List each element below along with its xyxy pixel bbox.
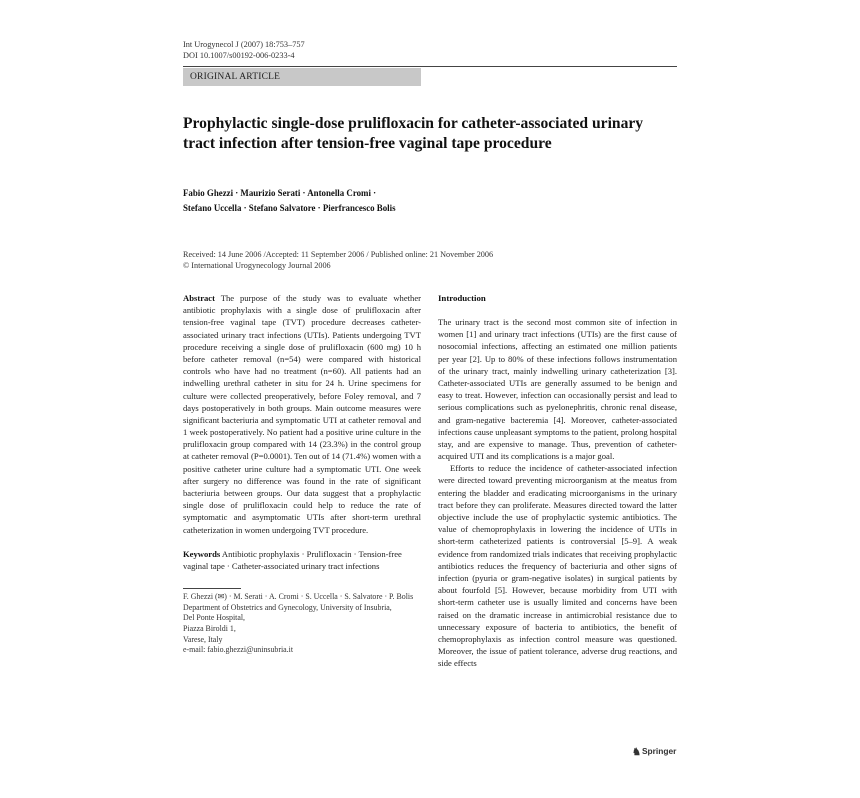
introduction-paragraph-2: Efforts to reduce the incidence of catheter-associated infection were directed toward preventing microorganism at the meatus from entering the bladder and eradicating microorganisms in the urinary tract before they can proliferate. Measures directed toward the latter objective include the use of prophylactic systemic antibiotics. The value of chemoprophylaxis in lowering the incidence of UTIs in short-term catheterized patients is controversial [5–9]. A weak evidence from randomized trials indicates that receiving prophylactic antibiotics reduces the frequency of bacteriuria and other signs of infection (pyuria or gram-negative isolates) in surgical patients by about fourfold [5]. However, because morbidity from UTI with short-term catheter use is usually limited and concerns have been raised on the dramatic increase in antimicrobial resistance due to unnecessary exposure of bacteria to antibiotics, the benefit of chemoprophylaxis as infection control measure was questioned. Moreover, the issue of patient tolerance, adverse drug reactions, and side effects <box>438 463 677 669</box>
footnote-rule <box>183 588 241 589</box>
keywords-text: Antibiotic prophylaxis · Prulifloxacin · Tension-free vaginal tape · Catheter-associated urinary tract infections <box>183 548 402 571</box>
publisher-name: Springer <box>641 746 677 756</box>
journal-header <box>183 39 305 61</box>
author-list <box>183 186 483 216</box>
footnote-city: Varese, Italy <box>183 634 223 644</box>
footnote-authors: F. Ghezzi (✉) · M. Serati · A. Cromi · S. Uccella · S. Salvatore · P. Bolis <box>183 592 414 602</box>
right-column <box>438 292 677 669</box>
journal-citation: Int Urogynecol J (2007) 18:753–757 <box>183 40 305 49</box>
abstract-label: Abstract <box>183 293 215 303</box>
left-column <box>183 292 421 656</box>
keywords-label: Keywords <box>183 548 221 559</box>
header-rule <box>183 66 677 67</box>
author-line-2: Stefano Uccella · Stefano Salvatore · Pierfrancesco Bolis <box>183 203 396 213</box>
copyright-line: © International Urogynecology Journal 2006 <box>183 260 331 270</box>
publisher-logo <box>632 746 676 758</box>
introduction-heading: Introduction <box>438 293 486 303</box>
doi: DOI 10.1007/s00192-006-0233-4 <box>183 51 295 60</box>
footnote-email[interactable]: e-mail: fabio.ghezzi@uninsubria.it <box>183 645 294 655</box>
springer-horse-icon: ♞ <box>632 747 641 758</box>
article-type-banner: ORIGINAL ARTICLE <box>183 68 421 86</box>
affiliation-footnote <box>183 592 421 656</box>
publication-dates <box>183 250 643 271</box>
footnote-hospital: Del Ponte Hospital, <box>183 613 246 623</box>
keywords <box>183 548 421 572</box>
abstract-text: The purpose of the study was to evaluate whether antibiotic prophylaxis with a single dose of prulifloxacin after tension-free vaginal tape (TVT) procedure decreases catheter-associated urinary tract infections (UTIs). Patients undergoing TVT procedure receiving a single dose of prulifloxacin (600 mg) 10 h before catheter removal (n=54) were compared with historical controls who have had no treatment (n=60). All patients had an indwelling urethral catheter in situ for 24 h. Urine specimens for culture were collected preoperatively, before Foley removal, and 7 days postoperatively in both groups. Main outcome measures were significant bacteriuria and symptomatic UTI at catheter removal and 1 week postoperatively. No patient had a positive urine culture in the prulifloxacin group compared with 14 (23.3%) in the control group at catheter removal (P=0.0001). Ten out of 14 (71.4%) women with a positive catheter urine culture had a symptomatic UTI. One week after surgery no difference was found in the rate of significant bacteriuria between groups. Our data suggest that a prophylactic single dose of prulifloxacin could help to reduce the rate of symptomatic and asymptomatic UTIs after short-term urethral catheterization in women undergoing TVT procedure. <box>183 293 421 535</box>
received-dates: Received: 14 June 2006 /Accepted: 11 September 2006 / Published online: 21 November 2006 <box>183 250 494 259</box>
footnote-street: Piazza Biroldi 1, <box>183 623 236 633</box>
author-line-1: Fabio Ghezzi · Maurizio Serati · Antonella Cromi · <box>183 188 377 198</box>
footnote-department: Department of Obstetrics and Gynecology, University of Insubria, <box>183 602 392 612</box>
article-title: Prophylactic single-dose prulifloxacin for catheter-associated urinary tract infection after tension-free vaginal tape procedure <box>183 115 644 152</box>
introduction-paragraph-1: The urinary tract is the second most common site of infection in women [1] and urinary tract infections (UTIs) are the first cause of nosocomial infections, affecting an estimated one million patients per year [2]. Up to 80% of these infections follows instrumentation of the urinary tract, mainly indwelling urinary catheterization [3]. Catheter-associated UTIs are generally assumed to be benign and easy to treat. However, infection can occasionally persist and lead to serious complications such as pyelonephritis, chronic renal disease, and gram-negative bacteremia [4]. Moreover, catheter-associated infections cause unpleasant symptoms to the patient, prolong hospital stay, and are expensive to manage. Thus, prevention of catheter-acquired UTI and its complications is a major goal. <box>438 317 677 462</box>
abstract <box>183 292 421 536</box>
